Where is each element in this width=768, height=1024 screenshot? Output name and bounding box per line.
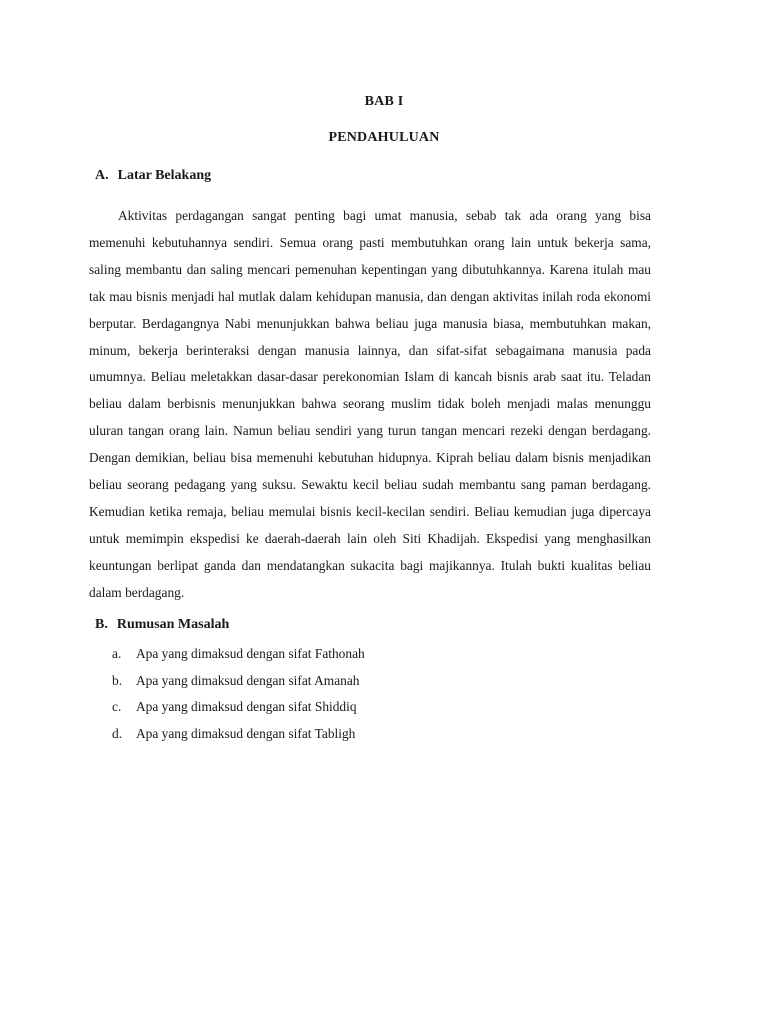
section-heading-rumusan-masalah: [95, 617, 229, 633]
list-item: [112, 668, 365, 695]
section-marker: A.: [95, 168, 109, 183]
chapter-title: PENDAHULUAN: [328, 130, 440, 145]
list-item: [112, 694, 365, 721]
section-title: Rumusan Masalah: [116, 617, 230, 632]
list-item-text: Apa yang dimaksud dengan sifat Tabligh: [136, 726, 356, 742]
list-marker: c.: [112, 699, 122, 715]
section-marker: B.: [95, 617, 108, 632]
list-item-text: Apa yang dimaksud dengan sifat Amanah: [136, 672, 360, 688]
list-item: [112, 641, 365, 668]
list-item-text: Apa yang dimaksud dengan sifat Shiddiq: [136, 699, 357, 715]
list-item-text: Apa yang dimaksud dengan sifat Fathonah: [136, 646, 365, 661]
list-marker: a.: [112, 646, 122, 661]
chapter-number: BAB I: [364, 94, 404, 109]
list-marker: d.: [112, 726, 123, 742]
body-paragraph: Aktivitas perdagangan sangat penting bagi umat manusia, sebab tak ada orang yang bisa memenuhi kebutuhannya sendiri. Semua orang pasti membutuhkan orang lain untuk bekerja sama, saling membantu dan saling mencari pemenuhan kepentingan yang dibutuhkannya. Karena itulah mau tak mau bisnis menjadi hal mutlak dalam kehidupan manusia, dan dengan aktivitas inilah roda ekonomi berputar. Berdagangnya Nabi menunjukkan bahwa beliau juga manusia biasa, membutuhkan makan, minum, bekerja berinteraksi dengan manusia lainnya, dan sifat-sifat sebagaimana manusia pada umumnya. Beliau meletakkan dasar-dasar perekonomian Islam di kancah bisnis arab saat itu. Teladan beliau dalam berbisnis menunjukkan bahwa seorang muslim tidak boleh menjadi malas menunggu uluran tangan orang lain. Namun beliau sendiri yang turun tangan mencari rezeki dengan berdagang. Dengan demikian, beliau bisa memenuhi kebutuhan hidupnya. Kiprah beliau dalam bisnis menjadikan beliau seorang pedagang yang suksu. Sewaktu kecil beliau sudah membantu sang paman berdagang. Kemudian ketika remaja, beliau memulai bisnis kecil-kecilan sendiri. Beliau kemudian juga dipercaya untuk memimpin ekspedisi ke daerah-daerah lain oleh Siti Khadijah. Ekspedisi yang menghasilkan keuntungan berlipat ganda dan mendatangkan sukacita bagi majikannya. Itulah bukti kualitas beliau dalam berdagang.: [89, 208, 651, 600]
section-heading-latar-belakang: [95, 168, 211, 184]
list-item: [112, 721, 365, 748]
problem-list: [112, 641, 365, 748]
section-title: Latar Belakang: [117, 168, 212, 183]
list-marker: b.: [112, 672, 123, 688]
